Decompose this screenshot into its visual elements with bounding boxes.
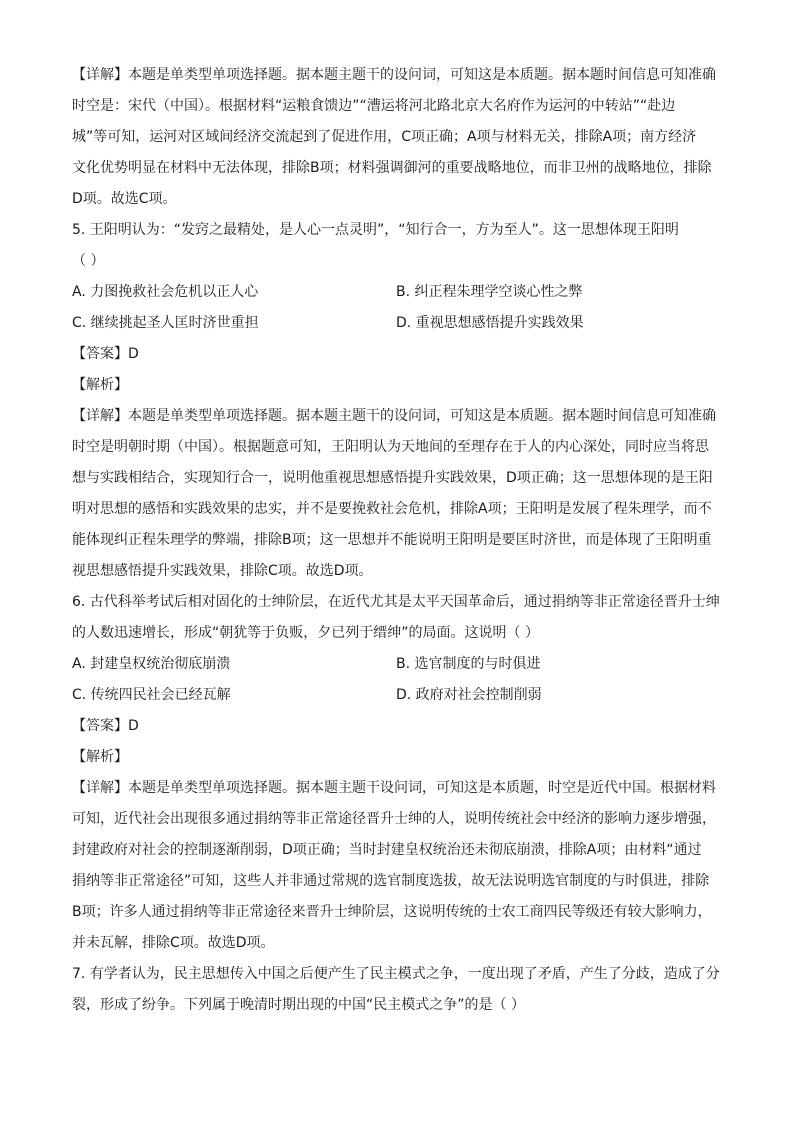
options-row xyxy=(72,649,724,680)
text-line: 时空是：宋代（中国）。根据材料“运粮食馈边”“漕运将河北路北京大名府作为运河的中转站”“赴边 xyxy=(72,98,676,114)
text-line: 时空是明朝时期（中国）。根据题意可知，王阳明认为天地间的至理存在于人的内心深处，同时应当将思 xyxy=(72,439,709,455)
text-line: 并未瓦解，排除C项。故选D项。 xyxy=(72,935,275,951)
text-line: 捐纳等非正常途径”可知，这些人并非通过常规的选官制度选拔，故无法说明选官制度的与时俱进，排除 xyxy=(72,873,710,889)
options-row xyxy=(72,308,724,339)
text-line: 城”等可知，运河对区域间经济交流起到了促进作用，C项正确；A项与材料无关，排除A项；南方经济 xyxy=(72,129,697,145)
q4-detail xyxy=(72,60,724,215)
text-line: 封建政府对社会的控制逐渐削弱，D项正确；当时封建皇权统治还未彻底崩溃，排除A项；由材料“通过 xyxy=(72,842,702,858)
document-page xyxy=(72,60,724,1021)
option-c: C. 传统四民社会已经瓦解 xyxy=(72,687,231,703)
options-row xyxy=(72,277,724,308)
question-stem: 5. 王阳明认为：“发窍之最精处，是人心一点灵明”，“知行合一，方为至人”。这一思想体现王阳明 xyxy=(72,222,679,238)
text-line: 想与实践相结合，实现知行合一，说明他重视思想感悟提升实践效果，D项正确；这一思想体现的是王阳 xyxy=(72,470,713,486)
option-c: C. 继续挑起圣人匡时济世重担 xyxy=(72,315,259,331)
option-b: B. 选官制度的与时俱进 xyxy=(396,656,541,672)
text-line: 可知，近代社会出现很多通过捐纳等非正常途径晋升士绅的人，说明传统社会中经济的影响力逐步增强， xyxy=(72,811,716,827)
question-stem: 6. 古代科举考试后相对固化的士绅阶层，在近代尤其是太平天国革命后，通过捐纳等非正常途径晋升士绅 xyxy=(72,594,720,610)
text-line: 明对思想的感悟和实践效果的忠实，并不是要挽救社会危机，排除A项；王阳明是发展了程朱理学，而不 xyxy=(72,501,712,517)
question-7 xyxy=(72,959,724,1021)
analysis-label: 【解析】 xyxy=(72,749,128,765)
option-a: A. 封建皇权统治彻底崩溃 xyxy=(72,656,231,672)
question-6 xyxy=(72,587,724,959)
question-stem: 的人数迅速增长，形成“朝犹等于负贩，夕已列于缙绅”的局面。这说明（ ） xyxy=(72,625,539,641)
text-line: B项；许多人通过捐纳等非正常途径来晋升士绅阶层，这说明传统的士农工商四民等级还有较大影响力， xyxy=(72,904,712,920)
option-a: A. 力图挽救社会危机以正人心 xyxy=(72,284,259,300)
option-d: D. 政府对社会控制削弱 xyxy=(396,687,542,703)
question-5 xyxy=(72,215,724,587)
answer-label: 【答案】D xyxy=(72,718,139,734)
question-stem: 7. 有学者认为，民主思想传入中国之后便产生了民主模式之争，一度出现了矛盾，产生了分歧，造成了分 xyxy=(72,966,720,982)
text-line: D项。故选C项。 xyxy=(72,191,177,207)
option-d: D. 重视思想感悟提升实践效果 xyxy=(396,315,584,331)
answer-label: 【答案】D xyxy=(72,346,139,362)
text-line: 能体现纠正程朱理学的弊端，排除B项；这一思想并不能说明王阳明是要匡时济世，而是体现了王阳明重 xyxy=(72,532,712,548)
option-b: B. 纠正程朱理学空谈心性之弊 xyxy=(396,284,583,300)
text-line: 【详解】本题是单类型单项选择题。据本题主题干的设问词，可知这是本质题。据本题时间信息可知准确 xyxy=(72,408,716,424)
text-line: 【详解】本题是单类型单项选择题。据本题主题干的设问词，可知这是本质题。据本题时间信息可知准确 xyxy=(72,67,716,83)
question-stem: 裂，形成了纷争。下列属于晚清时期出现的中国“民主模式之争”的是（ ） xyxy=(72,997,525,1013)
text-line: 【详解】本题是单类型单项选择题。据本题主题干设问词，可知这是本质题，时空是近代中国。根据材料 xyxy=(72,780,716,796)
text-line: 视思想感悟提升实践效果，排除C项。故选D项。 xyxy=(72,563,373,579)
question-stem: （ ） xyxy=(72,253,105,269)
analysis-label: 【解析】 xyxy=(72,377,128,393)
options-row xyxy=(72,680,724,711)
text-line: 文化优势明显在材料中无法体现，排除B项；材料强调御河的重要战略地位，而非卫州的战略地位，排除 xyxy=(72,160,712,176)
